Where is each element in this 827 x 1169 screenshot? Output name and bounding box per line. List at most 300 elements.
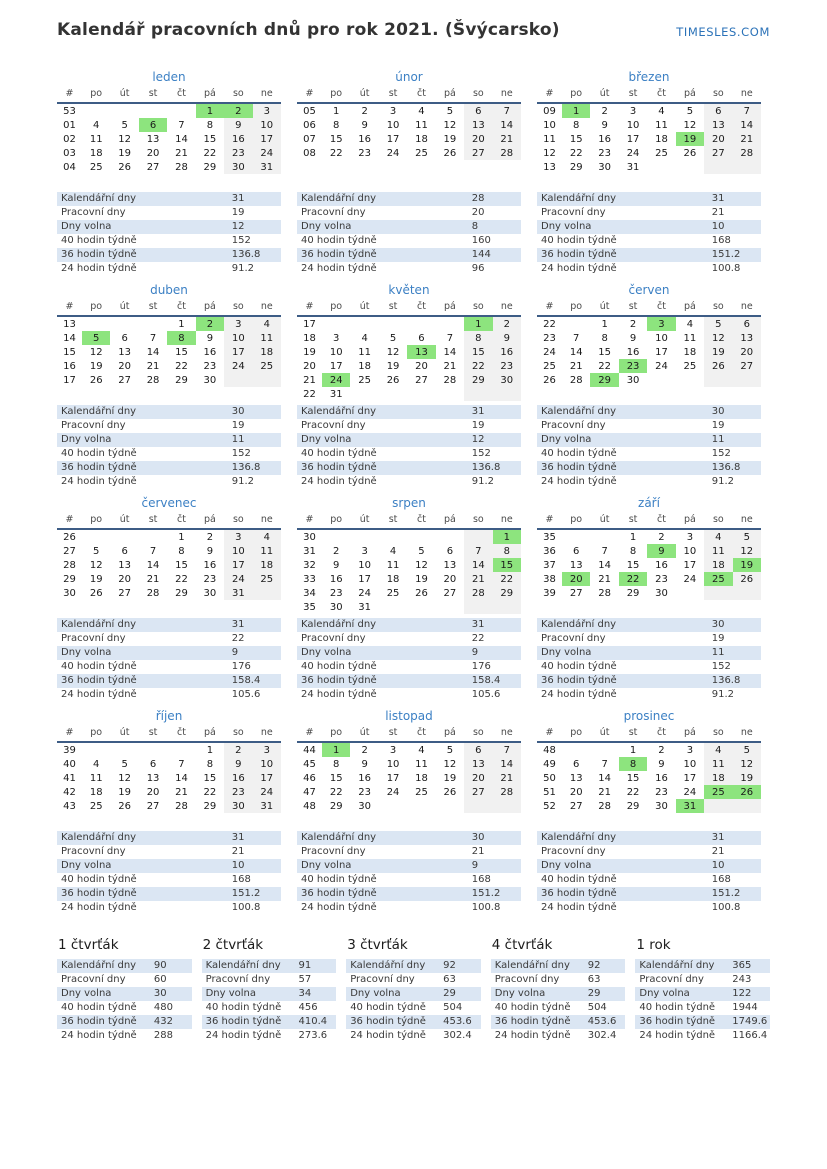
- stats-value: 9: [471, 647, 479, 658]
- stats-value: 34: [298, 988, 312, 999]
- day-cell: 14: [569, 347, 583, 358]
- day-cell: [139, 529, 167, 544]
- day-cell: 4: [704, 529, 732, 544]
- day-cell: 25: [253, 359, 281, 373]
- day-cell: [379, 316, 407, 331]
- day-header: ne: [740, 301, 753, 312]
- day-cell: 7: [493, 103, 521, 118]
- week-number: 45: [303, 759, 316, 770]
- day-cell: 6: [464, 742, 492, 757]
- month-stats-row: [537, 845, 761, 859]
- stats-label: Pracovní dny: [301, 846, 366, 857]
- month-stats-row: [57, 845, 281, 859]
- day-cell: 1: [178, 532, 185, 543]
- day-header: út: [359, 88, 370, 99]
- day-cell: 26: [733, 572, 761, 586]
- month-title: únor: [395, 70, 423, 84]
- stats-value: 63: [587, 974, 601, 985]
- day-cell: 21: [493, 771, 521, 785]
- stats-value: 22: [231, 633, 245, 644]
- day-header: út: [119, 88, 130, 99]
- stats-value: 456: [298, 1002, 318, 1013]
- day-cell: 4: [93, 120, 100, 131]
- stats-label: Kalendářní dny: [301, 406, 377, 417]
- day-cell: 6: [121, 333, 128, 344]
- day-cell: 9: [493, 331, 521, 345]
- page-title: Kalendář pracovních dnů pro rok 2021. (Švýcarsko): [57, 20, 560, 40]
- day-cell: 30: [493, 373, 521, 387]
- day-cell: [167, 103, 195, 118]
- day-cell: 16: [329, 574, 343, 585]
- day-cell: 10: [655, 333, 668, 344]
- week-number: 34: [303, 588, 316, 599]
- stats-value: 63: [443, 974, 456, 985]
- day-cell: 11: [89, 773, 103, 784]
- summary-stats-row: [635, 973, 770, 987]
- day-cell: [493, 387, 521, 401]
- stats-label: 40 hodin týdně: [541, 448, 617, 459]
- stats-value: 152: [711, 448, 731, 459]
- summary-stats-table: [491, 959, 626, 1043]
- stats-value: 151.2: [231, 888, 261, 899]
- week-number: 24: [543, 347, 556, 358]
- week-row: [297, 785, 521, 799]
- summary-title: 3 čtvrťák: [347, 937, 408, 953]
- stats-label: 40 hodin týdně: [61, 448, 137, 459]
- week-row: [537, 529, 761, 544]
- brand-link[interactable]: TIMESLES.COM: [676, 25, 770, 39]
- stats-value: 11: [711, 647, 725, 658]
- day-cell: 14: [598, 773, 611, 784]
- day-cell: 8: [629, 546, 637, 557]
- week-number: 17: [303, 319, 316, 330]
- day-cell: 8: [206, 759, 214, 770]
- stats-value: 21: [471, 846, 485, 857]
- summary-stats-row: [346, 959, 481, 973]
- month-title: srpen: [392, 496, 426, 510]
- day-header: so: [472, 301, 484, 312]
- stats-value: 122: [732, 988, 752, 999]
- day-cell: 28: [493, 785, 521, 799]
- stats-value: 144: [471, 249, 491, 260]
- month-cell-říjen: [57, 709, 281, 915]
- day-cell: 16: [203, 560, 217, 571]
- stats-label: 36 hodin týdně: [541, 462, 617, 473]
- day-cell: 12: [733, 757, 761, 771]
- stats-value: 100.8: [711, 902, 741, 913]
- day-cell: 25: [655, 148, 668, 159]
- holiday-day-cell: 6: [139, 118, 167, 132]
- day-header: po: [330, 514, 343, 525]
- day-cell: 14: [464, 558, 492, 572]
- week-number: 49: [543, 759, 556, 770]
- day-header: po: [570, 301, 583, 312]
- stats-label: 40 hodin týdně: [494, 1002, 571, 1013]
- day-cell: [110, 529, 138, 544]
- summary-stats-row: [202, 1015, 337, 1029]
- stats-value: 10: [231, 860, 245, 871]
- holiday-day-cell: 8: [167, 331, 195, 345]
- day-header: so: [712, 514, 724, 525]
- week-row: [537, 373, 761, 387]
- day-cell: 12: [415, 560, 428, 571]
- day-cell: [253, 373, 281, 387]
- week-number: 27: [63, 546, 76, 557]
- stats-value: 11: [231, 434, 245, 445]
- holiday-day-cell: 1: [196, 103, 224, 118]
- month-stats-row: [297, 873, 521, 887]
- day-cell: 19: [89, 361, 103, 372]
- day-header: pá: [683, 88, 696, 99]
- day-cell: 26: [118, 801, 131, 812]
- day-cell: 9: [601, 120, 608, 131]
- week-number: 48: [303, 801, 316, 812]
- stats-label: Kalendářní dny: [541, 832, 617, 843]
- stats-value: 480: [153, 1002, 173, 1013]
- day-cell: 28: [569, 375, 583, 386]
- day-header: po: [330, 727, 343, 738]
- day-cell: 24: [253, 785, 281, 799]
- stats-label: 36 hodin týdně: [301, 675, 377, 686]
- day-cell: 7: [601, 546, 608, 557]
- day-header: ne: [740, 88, 753, 99]
- day-cell: 26: [443, 148, 457, 159]
- day-cell: 17: [626, 134, 640, 145]
- summary-stats-row: [346, 1001, 481, 1015]
- month-stats-table: [537, 405, 761, 489]
- day-cell: 21: [146, 574, 160, 585]
- stats-label: Pracovní dny: [541, 207, 606, 218]
- day-cell: 24: [224, 572, 252, 586]
- day-cell: 18: [415, 134, 428, 145]
- day-cell: 9: [224, 118, 252, 132]
- month-stats-row: [297, 475, 521, 489]
- month-stats-row: [297, 433, 521, 447]
- day-cell: [322, 529, 350, 544]
- month-grid-table: [537, 726, 761, 813]
- month-calendar: [297, 70, 521, 192]
- week-row: [57, 544, 281, 558]
- holiday-day-cell: 26: [733, 785, 761, 799]
- day-header-row: [297, 513, 521, 529]
- day-cell: 19: [443, 134, 457, 145]
- summary-stats-row: [346, 987, 481, 1001]
- day-cell: 24: [386, 148, 400, 159]
- day-cell: 13: [464, 757, 492, 771]
- stats-value: 168: [711, 874, 731, 885]
- month-calendar: [297, 283, 521, 405]
- stats-label: 36 hodin týdně: [541, 249, 617, 260]
- week-row: [297, 572, 521, 586]
- week-row: [297, 103, 521, 118]
- month-stats-table: [537, 831, 761, 915]
- summary-stats-row: [57, 987, 192, 1001]
- day-cell: 12: [443, 759, 457, 770]
- day-cell: 22: [493, 572, 521, 586]
- week-number: 46: [303, 773, 316, 784]
- week-row: [57, 771, 281, 785]
- week-column-header: #: [65, 514, 74, 525]
- stats-value: 288: [153, 1030, 173, 1041]
- holiday-day-cell: 25: [704, 785, 732, 799]
- day-cell: 10: [358, 560, 371, 571]
- week-row: [57, 146, 281, 160]
- day-cell: 2: [206, 532, 214, 543]
- stats-label: Kalendářní dny: [541, 406, 617, 417]
- month-cell-listopad: [297, 709, 521, 915]
- stats-label: Pracovní dny: [205, 974, 271, 985]
- month-stats-row: [297, 248, 521, 262]
- stats-label: Kalendářní dny: [494, 960, 570, 971]
- day-cell: 7: [149, 333, 157, 344]
- day-cell: [590, 529, 618, 544]
- holiday-day-cell: 29: [590, 373, 618, 387]
- summary-stats-row: [57, 1015, 192, 1029]
- day-cell: 21: [464, 572, 492, 586]
- day-cell: 22: [329, 148, 343, 159]
- month-grid-table: [537, 300, 761, 387]
- month-grid-table: [57, 513, 281, 600]
- stats-value: 19: [231, 207, 245, 218]
- stats-label: Dny volna: [494, 988, 546, 999]
- day-cell: 7: [178, 759, 185, 770]
- day-cell: 12: [118, 773, 131, 784]
- day-cell: 4: [418, 745, 425, 756]
- stats-label: Dny volna: [61, 860, 112, 871]
- day-cell: 23: [358, 787, 371, 798]
- stats-label: 36 hodin týdně: [205, 1016, 282, 1027]
- stats-value: 21: [711, 207, 725, 218]
- day-header: st: [628, 514, 638, 525]
- stats-value: 9: [231, 647, 239, 658]
- day-cell: 26: [443, 787, 457, 798]
- stats-value: 28: [471, 193, 485, 204]
- day-cell: 28: [598, 801, 611, 812]
- summary-title: 2 čtvrťák: [202, 937, 264, 953]
- day-cell: 8: [464, 331, 492, 345]
- day-cell: 3: [253, 742, 281, 757]
- week-number: 05: [303, 106, 316, 117]
- day-header: st: [148, 88, 158, 99]
- day-header-row: [297, 87, 521, 103]
- day-cell: [733, 586, 761, 600]
- month-stats-row: [297, 618, 521, 632]
- summary-block: [346, 937, 481, 1043]
- day-cell: 3: [361, 546, 368, 557]
- day-cell: 15: [464, 345, 492, 359]
- month-stats-row: [297, 646, 521, 660]
- day-cell: [350, 316, 378, 331]
- day-cell: 10: [224, 544, 252, 558]
- month-stats-row: [57, 873, 281, 887]
- day-header: čt: [177, 514, 186, 525]
- day-cell: 9: [206, 546, 214, 557]
- day-cell: [110, 742, 138, 757]
- day-cell: 25: [683, 361, 697, 372]
- stats-value: 31: [231, 832, 245, 843]
- day-cell: 31: [626, 162, 640, 173]
- day-cell: 28: [443, 375, 457, 386]
- day-cell: 12: [733, 544, 761, 558]
- day-cell: 23: [203, 574, 217, 585]
- day-cell: 25: [386, 588, 400, 599]
- week-number: 15: [63, 347, 76, 358]
- stats-value: 30: [711, 406, 725, 417]
- day-cell: 15: [329, 773, 343, 784]
- day-cell: 20: [464, 771, 492, 785]
- day-cell: 15: [569, 134, 583, 145]
- day-cell: 13: [569, 773, 583, 784]
- month-calendar: [297, 496, 521, 618]
- stats-value: 21: [231, 846, 245, 857]
- day-cell: [562, 316, 590, 331]
- week-number: 07: [303, 134, 316, 145]
- stats-label: 36 hodin týdně: [639, 1016, 716, 1027]
- day-cell: 19: [415, 574, 428, 585]
- stats-value: 19: [711, 633, 725, 644]
- month-stats-row: [57, 419, 281, 433]
- month-title: říjen: [155, 709, 183, 723]
- month-stats-table: [537, 192, 761, 276]
- day-cell: 26: [118, 162, 131, 173]
- day-cell: 17: [329, 361, 343, 372]
- month-calendar: [57, 70, 281, 192]
- month-stats-row: [57, 660, 281, 674]
- stats-label: Dny volna: [301, 647, 352, 658]
- month-stats-row: [537, 873, 761, 887]
- week-row: [537, 103, 761, 118]
- holiday-day-cell: 2: [224, 103, 252, 118]
- day-cell: 2: [601, 106, 608, 117]
- stats-label: 24 hodin týdně: [301, 902, 377, 913]
- summary-stats-row: [491, 1015, 626, 1029]
- summary-block: [491, 937, 626, 1043]
- stats-label: Kalendářní dny: [61, 193, 137, 204]
- day-cell: 27: [415, 375, 428, 386]
- day-cell: 2: [629, 319, 637, 330]
- week-row: [57, 799, 281, 813]
- stats-label: 40 hodin týdně: [61, 874, 137, 885]
- month-cell-únor: [297, 70, 521, 276]
- month-stats-row: [537, 646, 761, 660]
- day-cell: 16: [224, 132, 252, 146]
- week-row: [297, 544, 521, 558]
- month-stats-row: [297, 632, 521, 646]
- day-header-row: [537, 513, 761, 529]
- day-cell: 29: [203, 162, 217, 173]
- day-cell: 16: [203, 347, 217, 358]
- stats-value: 152: [711, 661, 731, 672]
- day-header: út: [599, 301, 610, 312]
- day-header: čt: [177, 88, 186, 99]
- day-header: st: [388, 301, 398, 312]
- stats-value: 57: [298, 974, 312, 985]
- day-cell: 14: [493, 118, 521, 132]
- day-cell: 18: [655, 134, 668, 145]
- day-cell: 4: [93, 759, 100, 770]
- day-cell: 11: [253, 331, 281, 345]
- stats-label: 36 hodin týdně: [61, 1016, 137, 1027]
- stats-value: 168: [231, 874, 251, 885]
- day-cell: 1: [629, 532, 637, 543]
- stats-value: 21: [711, 846, 725, 857]
- day-header: po: [570, 514, 583, 525]
- day-cell: 22: [203, 148, 217, 159]
- day-cell: 10: [386, 759, 400, 770]
- day-cell: 15: [203, 134, 217, 145]
- day-cell: 21: [146, 361, 160, 372]
- day-cell: 16: [358, 134, 371, 145]
- day-cell: 14: [443, 347, 457, 358]
- day-cell: 11: [683, 333, 697, 344]
- holiday-day-cell: 25: [704, 572, 732, 586]
- week-row: [537, 146, 761, 160]
- day-cell: 29: [203, 801, 217, 812]
- stats-value: 91.2: [711, 476, 734, 487]
- stats-label: Dny volna: [61, 647, 112, 658]
- month-stats-row: [537, 234, 761, 248]
- page-header: [57, 20, 770, 40]
- month-stats-row: [537, 831, 761, 845]
- day-cell: [436, 529, 464, 544]
- day-cell: 22: [203, 787, 217, 798]
- day-cell: [407, 600, 435, 614]
- day-header: st: [388, 727, 398, 738]
- stats-label: Dny volna: [541, 860, 592, 871]
- summary-stats-row: [202, 973, 337, 987]
- week-number: 31: [303, 546, 316, 557]
- week-row: [297, 132, 521, 146]
- stats-value: 168: [471, 874, 491, 885]
- day-cell: 16: [655, 773, 668, 784]
- week-number: 20: [303, 361, 316, 372]
- day-cell: 3: [333, 333, 340, 344]
- stats-label: 36 hodin týdně: [61, 462, 137, 473]
- month-stats-row: [537, 433, 761, 447]
- day-header-row: [57, 726, 281, 742]
- month-title: září: [638, 496, 660, 510]
- day-header: ne: [500, 88, 513, 99]
- week-row: [297, 586, 521, 600]
- week-row: [57, 132, 281, 146]
- stats-value: 176: [231, 661, 251, 672]
- day-cell: 7: [733, 103, 761, 118]
- day-cell: 17: [224, 558, 252, 572]
- month-stats-row: [537, 248, 761, 262]
- stats-value: 136.8: [711, 675, 741, 686]
- month-stats-table: [57, 618, 281, 702]
- day-cell: 14: [733, 118, 761, 132]
- day-cell: 28: [146, 588, 160, 599]
- day-cell: [464, 387, 492, 401]
- day-cell: 28: [733, 146, 761, 160]
- day-cell: 9: [361, 759, 368, 770]
- day-cell: 18: [253, 558, 281, 572]
- month-stats-row: [57, 461, 281, 475]
- day-cell: 20: [146, 787, 160, 798]
- day-cell: [379, 387, 407, 401]
- week-row: [57, 316, 281, 331]
- day-cell: 1: [333, 106, 340, 117]
- day-cell: 11: [386, 560, 400, 571]
- stats-label: Dny volna: [541, 221, 592, 232]
- month-grid-table: [297, 726, 521, 813]
- month-cell-leden: [57, 70, 281, 276]
- stats-value: 90: [153, 960, 167, 971]
- day-header: st: [388, 514, 398, 525]
- day-header: čt: [417, 727, 426, 738]
- stats-value: 105.6: [471, 689, 501, 700]
